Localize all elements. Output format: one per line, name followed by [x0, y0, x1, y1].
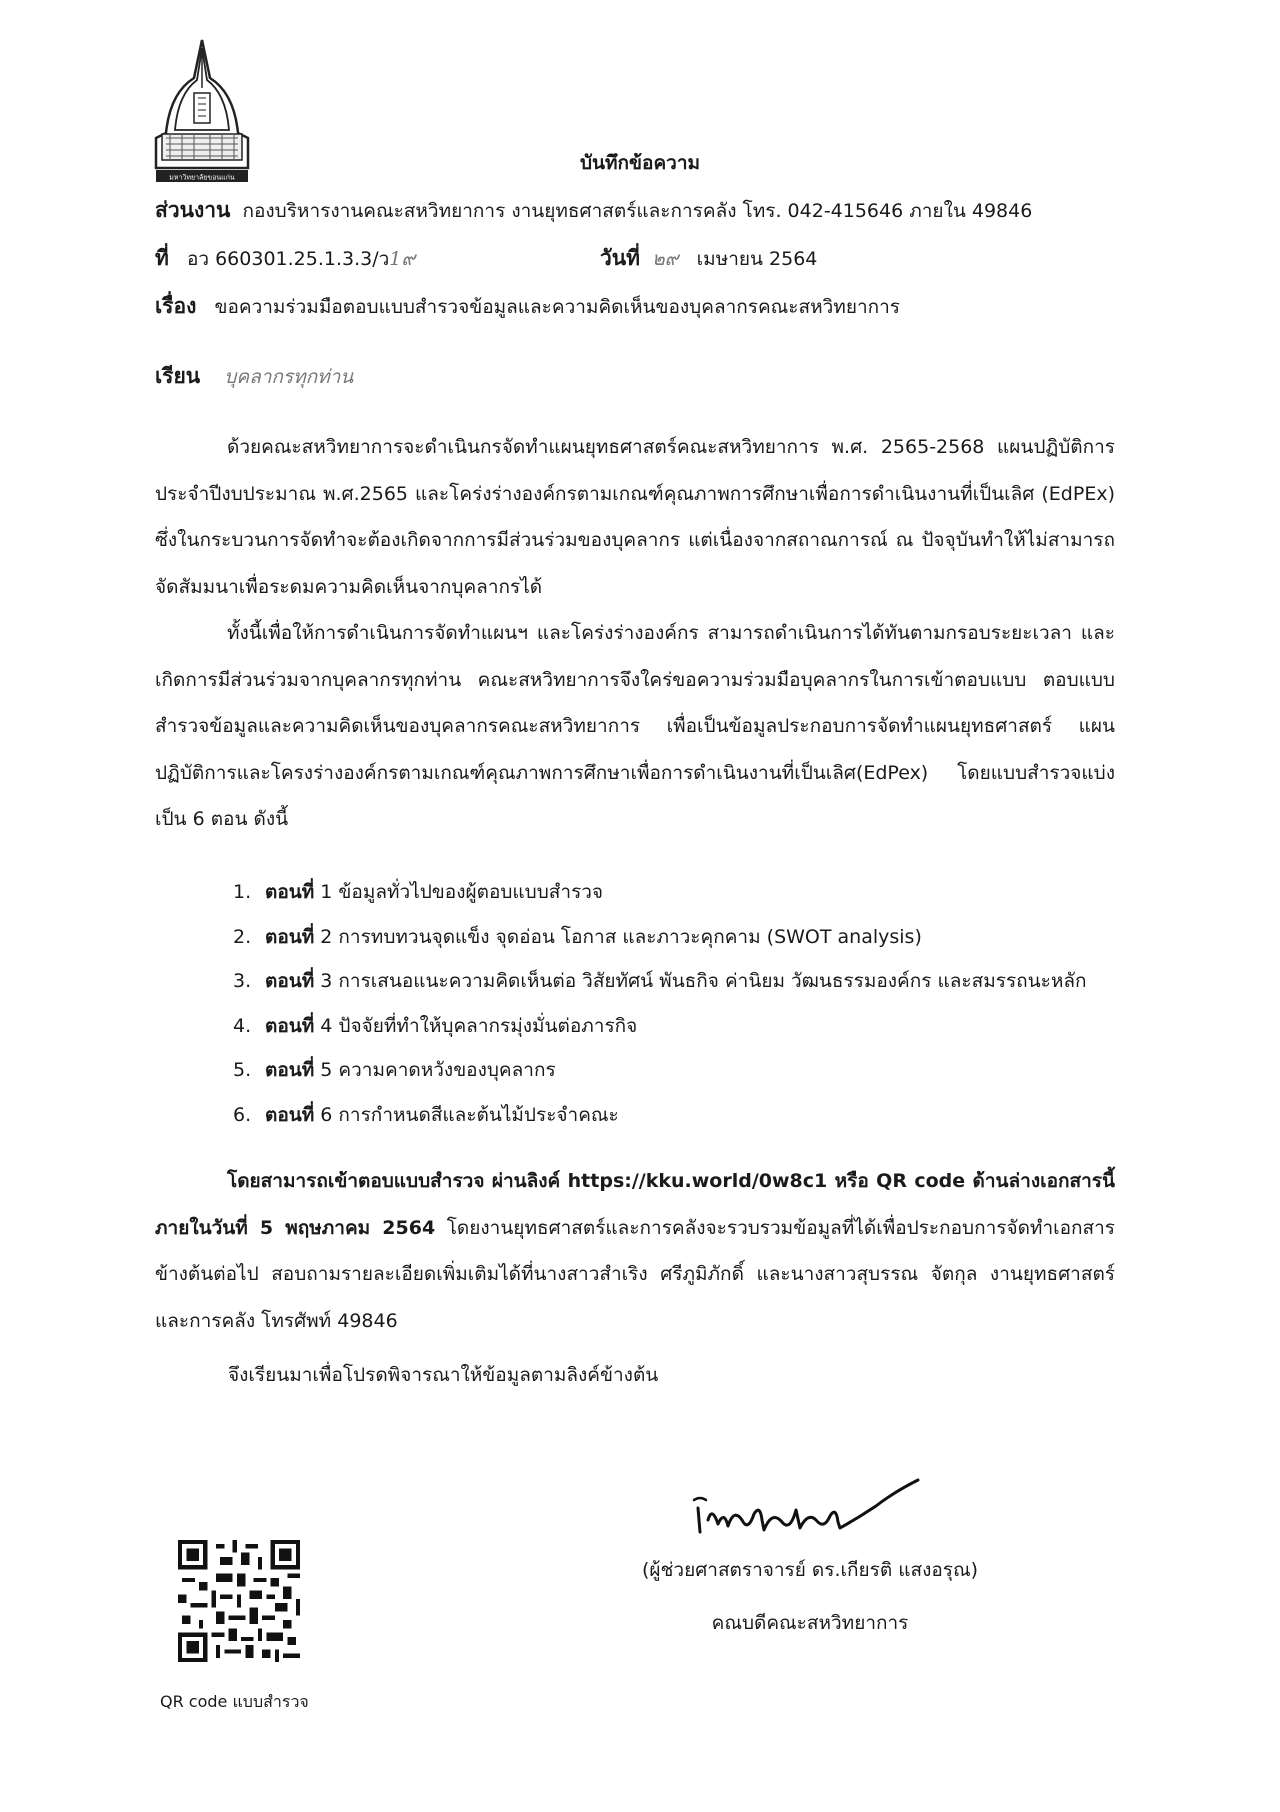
closing-line: จึงเรียนมาเพื่อโปรดพิจารณาให้ข้อมูลตามลิงค์ข้างต้น	[228, 1364, 659, 1386]
to-line	[155, 360, 353, 393]
subject-value: ขอความร่วมมือตอบแบบสำรวจข้อมูลและความคิดเห็นของบุคลากรคณะสหวิทยาการ	[214, 296, 901, 318]
svg-text:มหาวิทยาลัยขอนแก่น: มหาวิทยาลัยขอนแก่น	[169, 173, 235, 182]
survey-sections-list	[233, 870, 1093, 1137]
handwritten-signature	[690, 1470, 950, 1540]
date-handwritten: ๒๙	[652, 248, 679, 270]
ref-value: อว 660301.25.1.3.3/ว	[186, 248, 390, 270]
paragraph-2: ทั้งนี้เพื่อให้การดำเนินการจัดทำแผนฯ และโคร่งร่างองค์กร สามารถดำเนินการได้ทันตามกรอบระยะเวลา และเกิดการมีส่วนร่วมจากบุคลากรทุกท่าน คณะสหวิทยาการจึงใคร่ขอความร่วมมือบุคลากรในการเข้าตอบแบบ ตอบแบบสำรวจข้อมูลและความคิดเห็นของบุคลากรคณะสหวิทยาการ เพื่อเป็นข้อมูลประกอบการจัดทำแผนยุทธศาสตร์ แผนปฏิบัติการและโครงร่างองค์กรตามเกณฑ์คุณภาพการศึกษาเพื่อการดำเนินงานที่เป็นเลิศ(EdPex) โดยแบบสำรวจแบ่งเป็น 6 ตอน ดังนี้	[155, 622, 1115, 830]
list-item: 3. ตอนที่ 3 การเสนอแนะความคิดเห็นต่อ วิสัยทัศน์ พันธกิจ ค่านิยม วัฒนธรรมองค์กร และสมรรถนะหลัก	[233, 970, 1087, 992]
ref-handwritten: 1๙	[389, 248, 416, 270]
list-item: 5. ตอนที่ 5 ความคาดหวังของบุคลากร	[233, 1059, 556, 1081]
signer-position: คณบดีคณะสหวิทยาการ	[711, 1612, 909, 1634]
section-value: กองบริหารงานคณะสหวิทยาการ งานยุทธศาสตร์และการคลัง โทร. 042-415646 ภายใน 49846	[242, 200, 1033, 222]
date-value: เมษายน 2564	[696, 248, 818, 270]
list-item: 2. ตอนที่ 2 การทบทวนจุดแข็ง จุดอ่อน โอกาส และภาวะคุกคาม (SWOT analysis)	[233, 925, 922, 948]
paragraph-1: ด้วยคณะสหวิทยาการจะดำเนินกรจัดทำแผนยุทธศาสตร์คณะสหวิทยาการ พ.ศ. 2565-2568 แผนปฏิบัติการประจำปีงบประมาณ พ.ศ.2565 และโคร่งร่างองค์กรตามเกณฑ์คุณภาพการศึกษาเพื่อการดำเนินงานที่เป็นเลิศ (EdPEx) ซึ่งในกระบวนการจัดทำจะต้องเกิดจากการมีส่วนร่วมของบุคลากร แต่เนื่องจากสถาณการณ์ ณ ปัจจุบันทำให้ไม่สามารถจัดสัมมนาเพื่อระดมความคิดเห็นจากบุคลากรได้	[155, 436, 1115, 598]
subject-label: เรื่อง	[155, 294, 197, 318]
paragraph-3	[155, 1158, 1115, 1344]
to-label: เรียน	[155, 364, 201, 388]
list-item: 1. ตอนที่ 1 ข้อมูลทั่วไปของผู้ตอบแบบสำรวจ	[233, 881, 604, 903]
survey-link-text: โดยสามารถเข้าตอบแบบสำรวจ ผ่านลิงค์ https://kku.world/0w8c1 หรือ QR code ด้านล่างเอกสารนี้ ภายในวันที่ 5 พฤษภาคม 2564	[155, 1170, 1115, 1239]
to-handwritten: บุคลากรทุกท่าน	[224, 366, 354, 388]
list-item: 4. ตอนที่ 4 ปัจจัยที่ทำให้บุคลากรมุ่งมั่นต่อภารกิจ	[233, 1014, 638, 1037]
page-title: บันทึกข้อความ	[579, 152, 701, 174]
date-line	[600, 242, 817, 275]
list-item: 6. ตอนที่ 6 การกำหนดสีและต้นไม้ประจำคณะ	[233, 1103, 619, 1126]
qr-code-label: QR code แบบสำรวจ	[160, 1692, 309, 1711]
section-label: ส่วนงาน	[155, 198, 231, 222]
date-label: วันที่	[600, 246, 640, 270]
ref-line	[155, 242, 415, 275]
section-line	[155, 194, 1032, 227]
qr-code-icon[interactable]	[178, 1540, 300, 1662]
signer-name: (ผู้ช่วยศาสตราจารย์ ดร.เกียรติ แสงอรุณ)	[641, 1559, 979, 1581]
ref-label: ที่	[155, 246, 169, 270]
subject-line	[155, 290, 900, 323]
paragraph-3-rest: โดยงานยุทธศาสตร์และการคลังจะรวบรวมข้อมูลที่ได้เพื่อประกอบการจัดทำเอกสารข้างต้นต่อไป สอบถามรายละเอียดเพิ่มเติมได้ที่นางสาวสำเริง ศรีภูมิภักดิ์ และนางสาวสุบรรณ จัตกุล งานยุทธศาสตร์และการคลัง โทรศัพท์ 49846	[155, 1216, 1115, 1332]
